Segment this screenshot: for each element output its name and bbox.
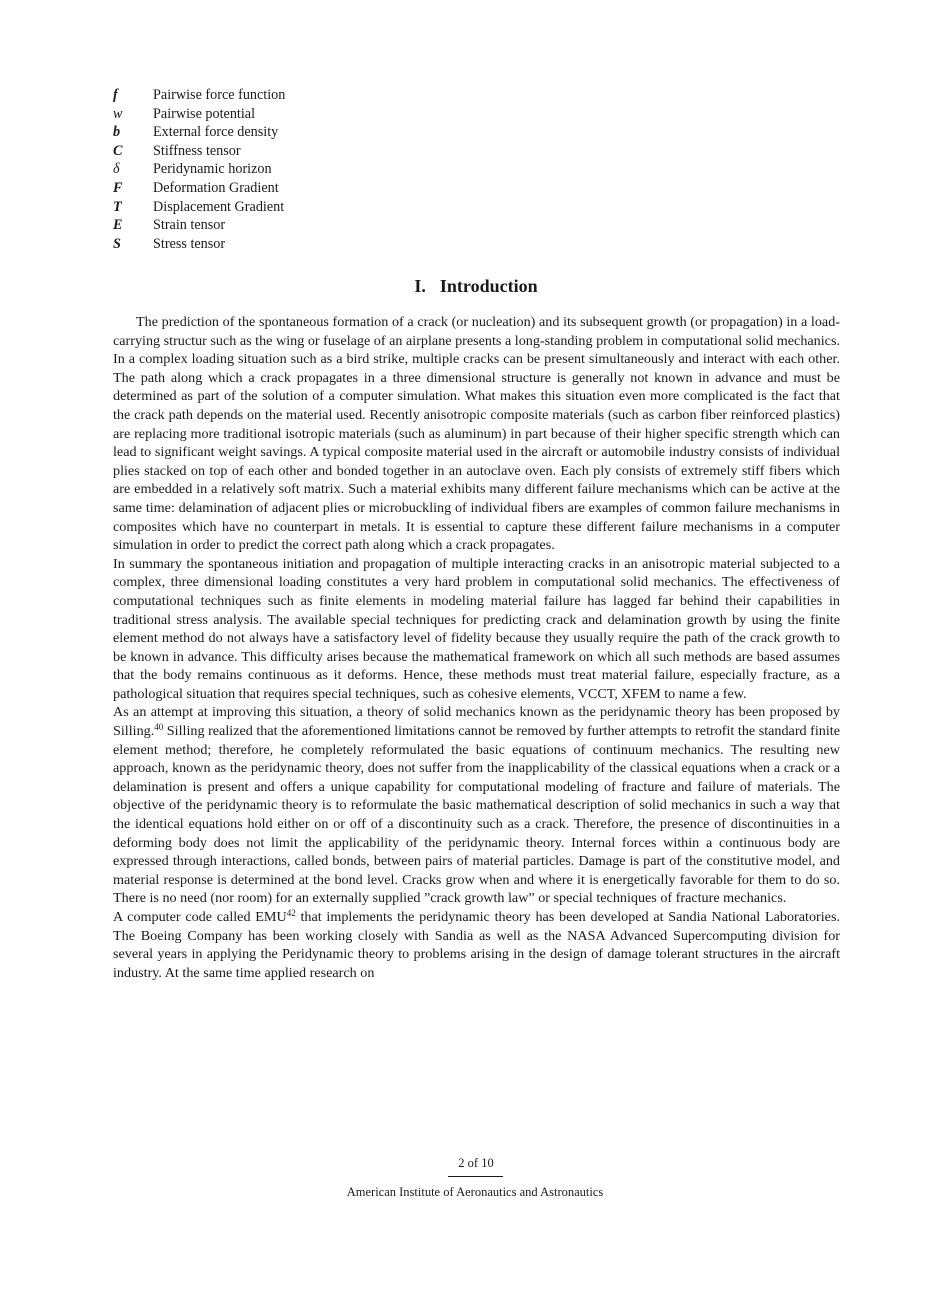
nomenclature-symbol: T bbox=[113, 198, 122, 215]
paragraph-4-text-b: that implements the peridynamic theory has been developed at Sandia National Laboratories. The Boeing Company has been working closely with Sandia as well as the NASA Advanced Supercomputing division for several years in applying the Peridynamic theory to problems arising in the design of damage tolerant structures in the aircraft industry. At the same time applied research on bbox=[113, 909, 840, 981]
paragraph-4 bbox=[113, 908, 840, 982]
nomenclature-row bbox=[113, 86, 513, 105]
section-number: I. bbox=[414, 276, 426, 296]
nomenclature-description: Deformation Gradient bbox=[153, 179, 279, 196]
paragraph-3-text-b: Silling realized that the aforementioned limitations cannot be removed by further attempts to retrofit the standard finite element method; therefore, he completely reformulated the basic equations of continuum mechanics. The resulting new approach, known as the peridynamic theory, does not suffer from the inapplicability of the classical equations when a crack or a delamination is present and offers a unique capability for computational modeling of fracture and failure of materials. The objective of the peridynamic theory is to reformulate the basic mathematical description of solid mechanics in such a way that the identical equations hold either on or off of a discontinuity such as a crack. Therefore, the presence of discontinuities in a deforming body does not limit the applicability of the peridynamic theory. Internal forces within a continuous body are expressed through interactions, called bonds, between pairs of material particles. Damage is part of the constitutive model, and material response is determined at the bond level. Cracks grow when and where it is energetically favorable for them to do so. There is no need (nor room) for an externally supplied ”crack growth law” or special techniques of fracture mechanics. bbox=[113, 723, 840, 907]
footer-organization: American Institute of Aeronautics and Astronautics bbox=[346, 1185, 604, 1199]
citation-42: 42 bbox=[286, 908, 296, 918]
paragraph-2: In summary the spontaneous initiation and propagation of multiple interacting cracks in an anisotropic material subjected to a complex, three dimensional loading constitutes a very hard problem in computational solid mechanics. The effectiveness of computational techniques such as finite elements in modeling material failure has lagged far behind their capabilities in traditional stress analysis. The available special techniques for predicting crack and delamination growth by using the finite element method do not always have a satisfactory level of fidelity because they usually require the path of the crack growth to be known in advance. This difficulty arises because the mathematical framework on which all such methods are based assumes that the body remains continuous as it deforms. Hence, these methods must treat material failure, especially fracture, as a pathological situation that requires special techniques, such as cohesive elements, VCCT, XFEM to name a few. bbox=[113, 555, 840, 702]
nomenclature-description: Displacement Gradient bbox=[153, 198, 285, 215]
nomenclature-symbol: f bbox=[113, 87, 118, 103]
nomenclature-description: Peridynamic horizon bbox=[153, 161, 272, 178]
nomenclature-row bbox=[113, 216, 513, 235]
nomenclature-symbol: C bbox=[113, 142, 123, 159]
nomenclature-description: Pairwise potential bbox=[153, 105, 256, 122]
nomenclature-row bbox=[113, 142, 513, 161]
introduction-body bbox=[113, 313, 840, 982]
nomenclature-description: Stiffness tensor bbox=[153, 142, 241, 159]
section-heading bbox=[0, 276, 925, 297]
nomenclature-symbol: E bbox=[113, 217, 123, 234]
citation-40: 40 bbox=[154, 722, 164, 733]
footer-divider bbox=[448, 1176, 503, 1177]
nomenclature-description: Strain tensor bbox=[153, 217, 226, 234]
nomenclature-row bbox=[113, 179, 513, 198]
paragraph-1: The prediction of the spontaneous formation of a crack (or nucleation) and its subsequent growth (or propagation) in a load-carrying structur such as the wing or fuselage of an airplane presents a long-standing problem in computational solid mechanics. In a complex loading situation such as a bird strike, multiple cracks can be present simultaneously and interact with each other. The path along which a crack propagates in a three dimensional structure is generally not known in advance and must be determined as part of the solution of a computer simulation. What makes this situation even more complicated is the fact that the crack path depends on the material used. Recently anisotropic composite materials (such as carbon fiber reinforced plastics) are replacing more traditional isotropic materials (such as aluminum) in part because of their higher specific strength which can lead to significant weight savings. A typical composite material used in the aircraft or automobile industry consists of individual plies stacked on top of each other and bonded together in an autoclave oven. Each ply consists of extremely stiff fibers which are embedded in a relatively soft matrix. Such a material exhibits many different failure mechanisms which can be active at the same time: delamination of adjacent plies or microbuckling of individual fibers are examples of common failure mechanisms in composites which have no counterpart in metals. It is essential to capture these different failure mechanisms in a computer simulation in order to predict the correct path along which a crack propagates. bbox=[113, 314, 840, 554]
nomenclature-symbol: w bbox=[113, 105, 123, 122]
nomenclature-row bbox=[113, 123, 513, 142]
nomenclature-row bbox=[113, 160, 513, 179]
nomenclature-symbol: δ bbox=[113, 161, 120, 178]
paragraph-3-text-a: As an attempt at improving this situation, a theory of solid mechanics known as the peridynamic theory has been proposed by Silling. bbox=[113, 704, 840, 740]
paragraph-4-text-a: A computer code called EMU bbox=[113, 909, 287, 925]
nomenclature-symbol: S bbox=[113, 235, 121, 252]
section-title-text: Introduction bbox=[439, 276, 538, 296]
nomenclature-row bbox=[113, 105, 513, 124]
paragraph-3 bbox=[113, 703, 840, 908]
nomenclature-row bbox=[113, 198, 513, 217]
nomenclature-description: Stress tensor bbox=[153, 235, 226, 252]
nomenclature-description: External force density bbox=[153, 124, 279, 141]
nomenclature-row bbox=[113, 235, 513, 254]
page-number: 2 of 10 bbox=[458, 1156, 494, 1170]
nomenclature-symbol: b bbox=[113, 124, 121, 141]
nomenclature-description: Pairwise force function bbox=[153, 87, 286, 103]
nomenclature-symbol: F bbox=[113, 179, 123, 196]
nomenclature-list bbox=[113, 86, 513, 253]
